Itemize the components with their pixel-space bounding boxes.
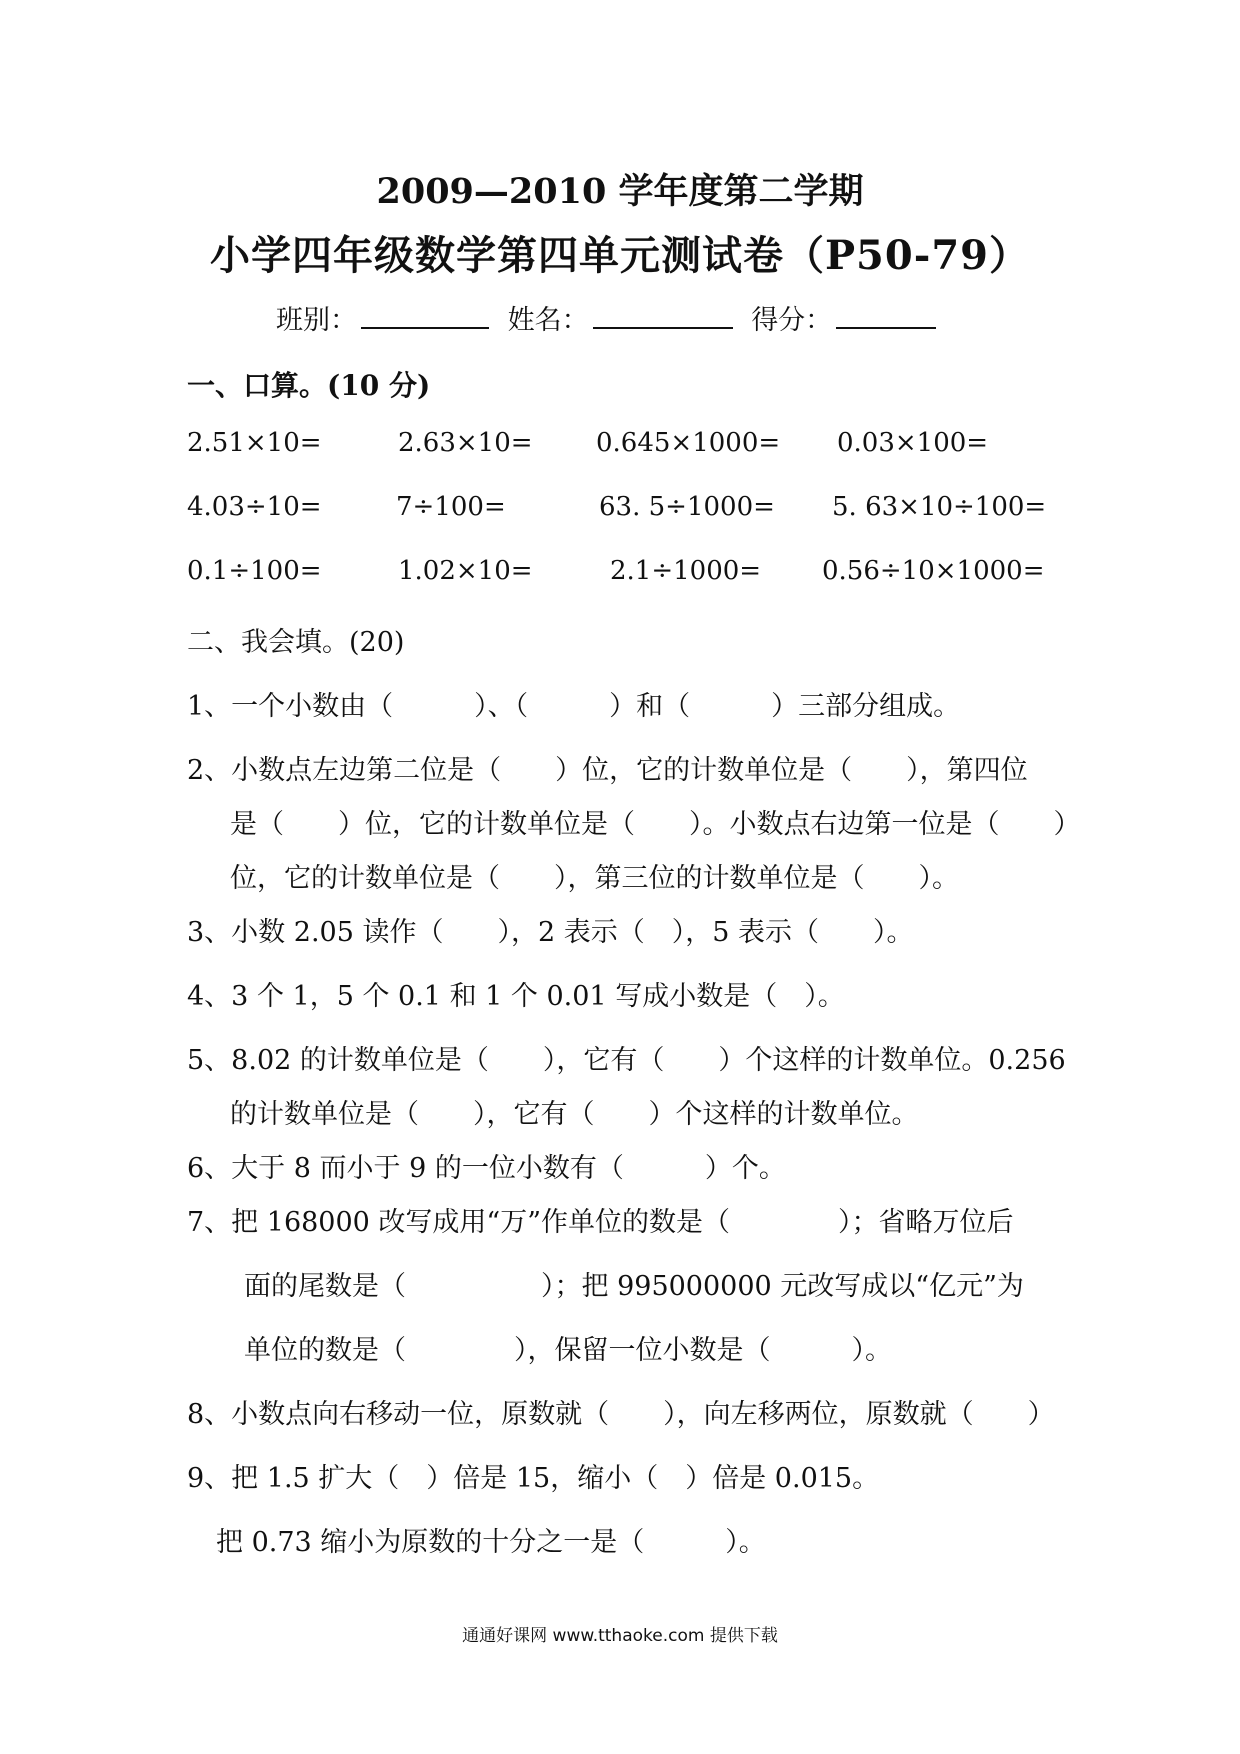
question-5-line-1: 5、8.02 的计数单位是（ ），它有（ ）个这样的计数单位。0.256 [187, 1045, 1066, 1076]
calc-item: 4.03÷10= [187, 492, 322, 522]
question-3: 3、小数 2.05 读作（ ），2 表示（ ），5 表示（ ）。 [187, 917, 914, 948]
question-2-line-1: 2、小数点左边第二位是（ ）位，它的计数单位是（ ），第四位 [187, 755, 1028, 786]
calc-item: 0.1÷100= [187, 556, 322, 586]
school-term-title: 2009—2010 学年度第二学期 [376, 171, 864, 212]
question-4: 4、3 个 1，5 个 0.1 和 1 个 0.01 写成小数是（ ）。 [187, 981, 845, 1012]
calc-item: 2.63×10= [398, 428, 533, 458]
calc-item: 0.645×1000= [596, 428, 781, 458]
question-2-line-2: 是（ ）位，它的计数单位是（ ）。小数点右边第一位是（ ） [230, 809, 1081, 840]
calc-item: 2.51×10= [187, 428, 322, 458]
question-1: 1、一个小数由（ ）、（ ）和（ ）三部分组成。 [187, 691, 961, 722]
score-label: 得分： [751, 305, 833, 336]
question-9-line-1: 9、把 1.5 扩大（ ）倍是 15，缩小（ ）倍是 0.015。 [187, 1463, 880, 1494]
footer-source: 通通好课网 www.tthaoke.com 提供下载 [462, 1626, 778, 1646]
question-7-line-3: 单位的数是（ ），保留一位小数是（ ）。 [244, 1335, 892, 1366]
question-5-line-2: 的计数单位是（ ），它有（ ）个这样的计数单位。 [230, 1099, 919, 1130]
class-blank[interactable] [361, 301, 489, 329]
question-2-line-3: 位，它的计数单位是（ ），第三位的计数单位是（ ）。 [230, 863, 959, 894]
question-6: 6、大于 8 而小于 9 的一位小数有（ ）个。 [187, 1153, 786, 1184]
question-7-line-1: 7、把 168000 改写成用“万”作单位的数是（ ）；省略万位后 [187, 1207, 1014, 1238]
calc-item: 0.56÷10×1000= [822, 556, 1045, 586]
calc-item: 7÷100= [396, 492, 506, 522]
question-7-line-2: 面的尾数是（ ）；把 995000000 元改写成以“亿元”为 [244, 1271, 1024, 1302]
question-9-line-2: 把 0.73 缩小为原数的十分之一是（ ）。 [216, 1527, 766, 1558]
section-2-heading: 二、我会填。(20) [187, 627, 405, 658]
calc-item: 5. 63×10÷100= [832, 492, 1047, 522]
calc-item: 1.02×10= [398, 556, 533, 586]
calc-item: 2.1÷1000= [610, 556, 762, 586]
section-1-heading: 一、口算。(10 分) [187, 369, 431, 402]
class-label: 班别： [276, 305, 357, 336]
student-info-line [276, 298, 946, 337]
score-blank[interactable] [836, 301, 936, 329]
name-blank[interactable] [593, 301, 733, 329]
question-8: 8、小数点向右移动一位，原数就（ ），向左移两位，原数就（ ） [187, 1399, 1055, 1430]
exam-title: 小学四年级数学第四单元测试卷（P50-79） [209, 232, 1030, 279]
calc-item: 63. 5÷1000= [599, 492, 775, 522]
calc-item: 0.03×100= [837, 428, 989, 458]
name-label: 姓名： [507, 305, 589, 336]
